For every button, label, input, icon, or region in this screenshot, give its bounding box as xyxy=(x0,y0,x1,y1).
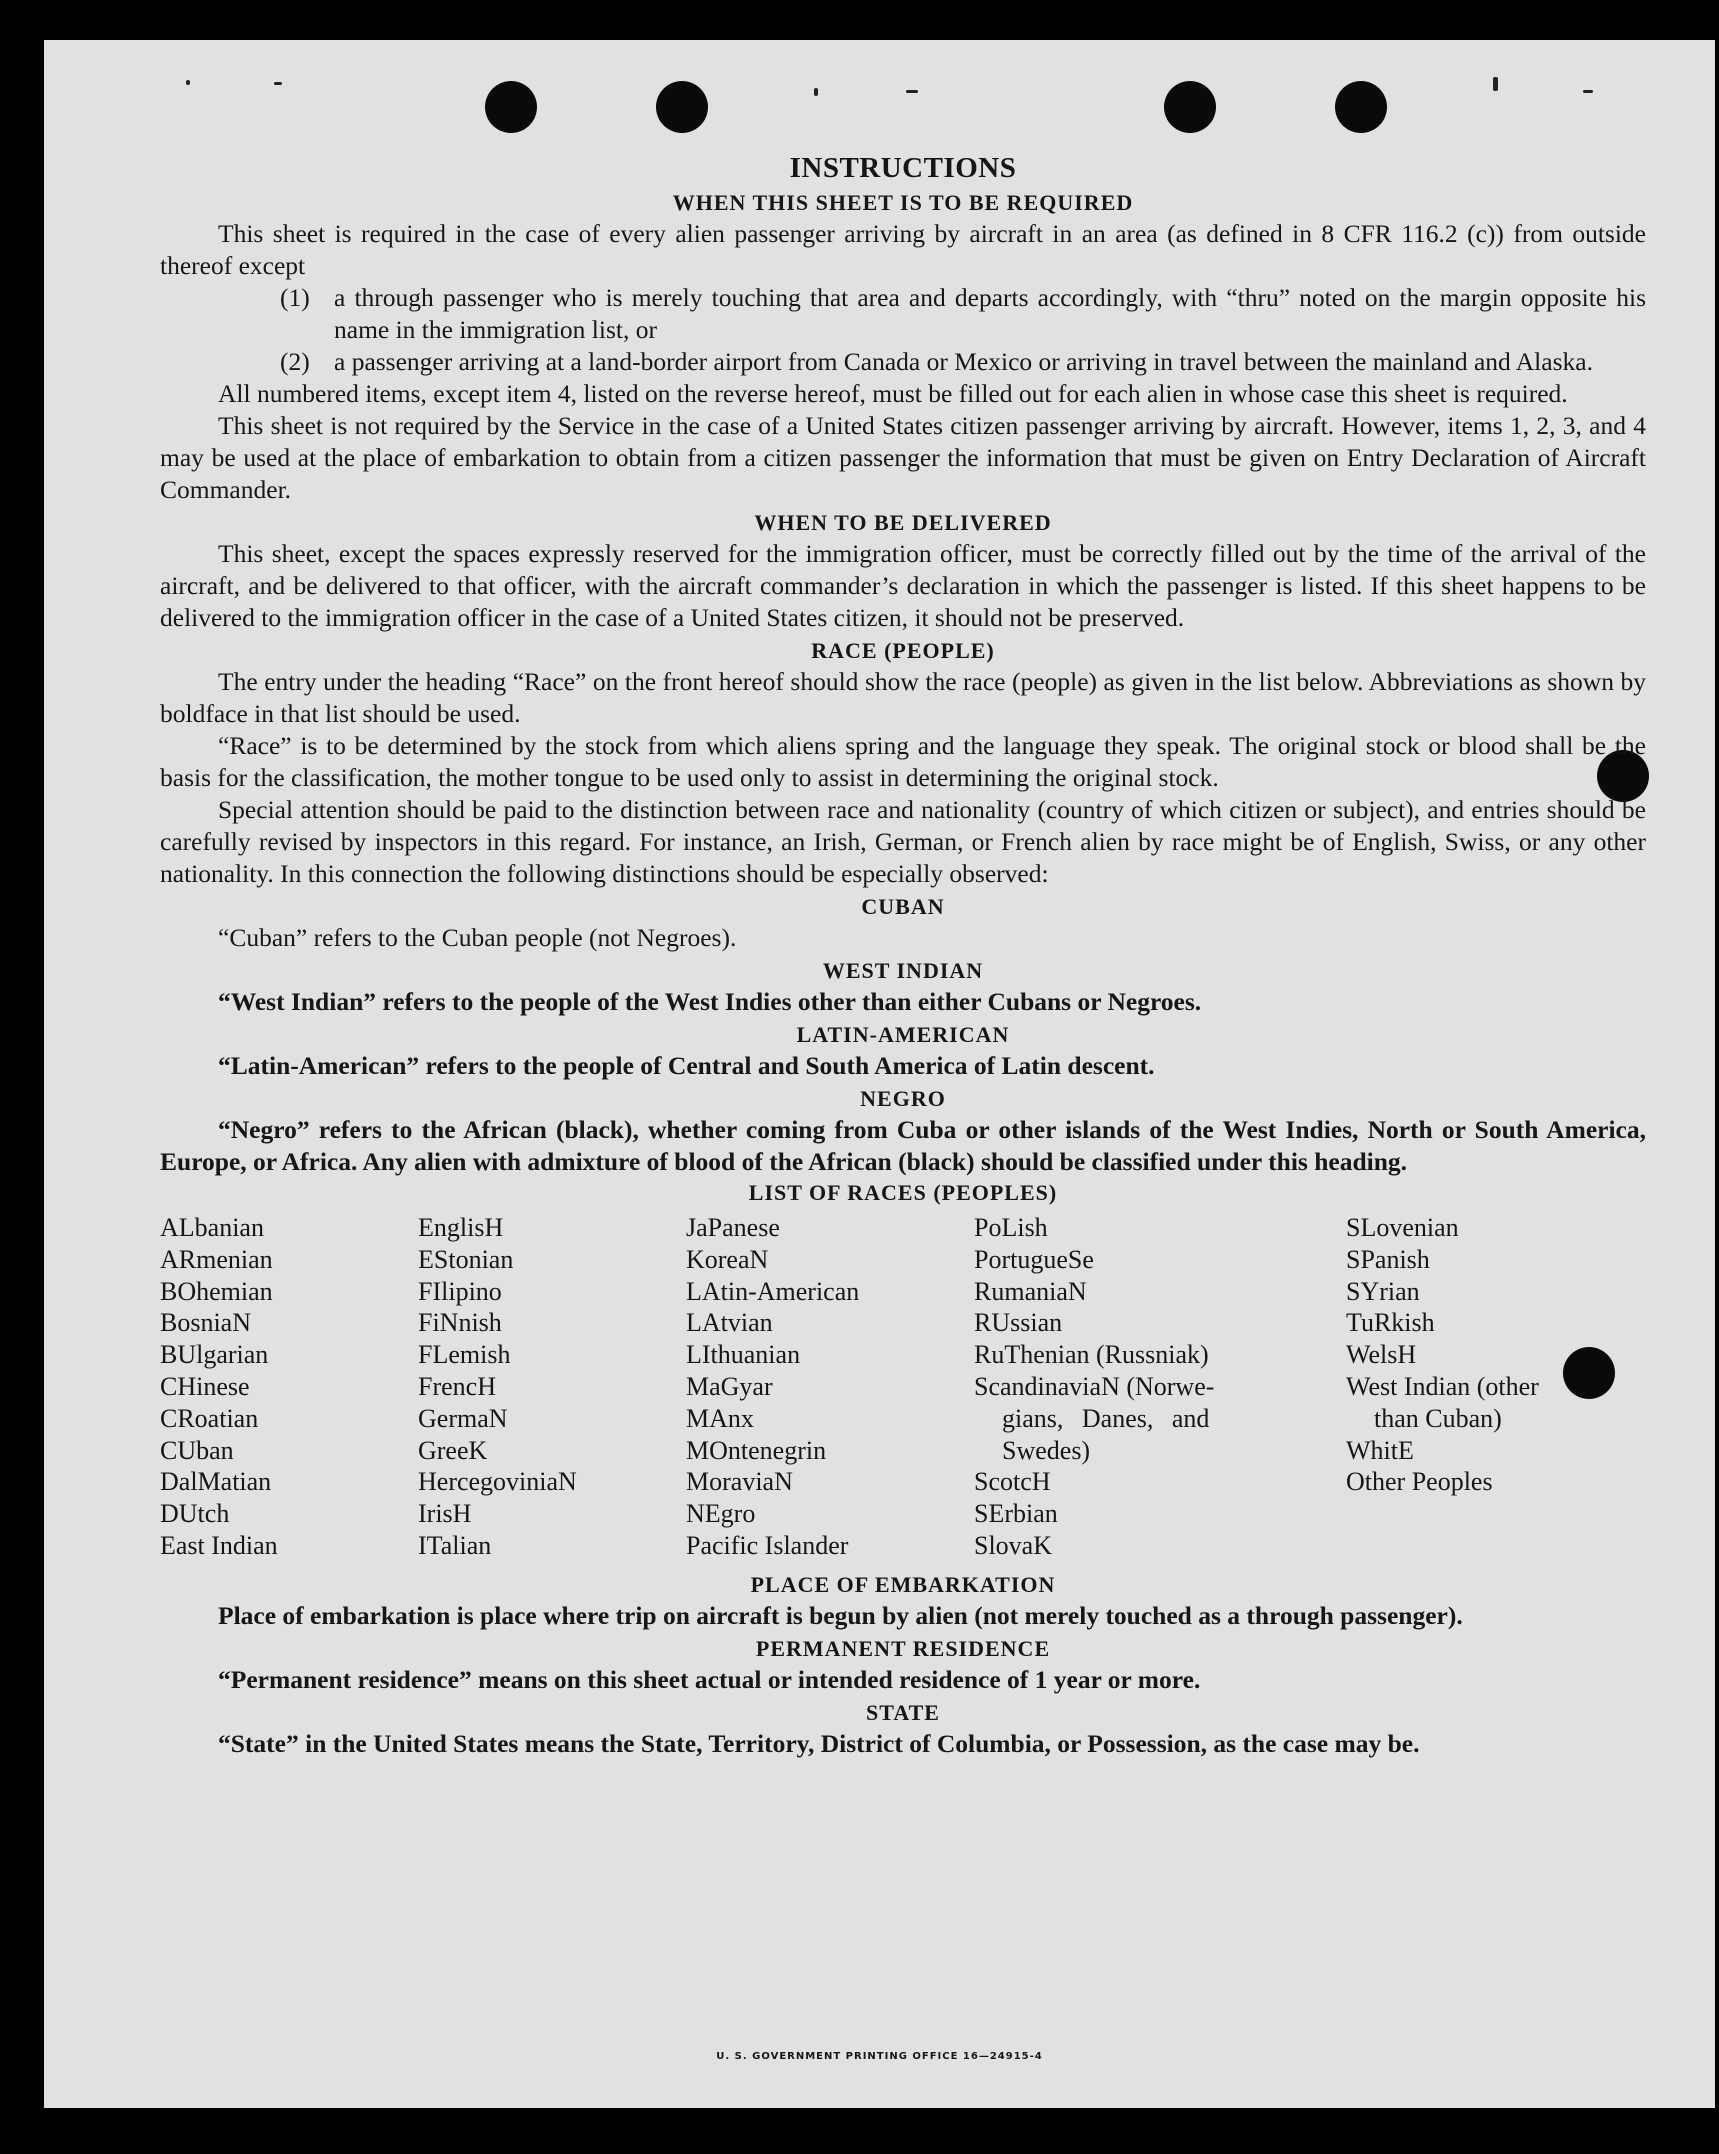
race-entry: FLemish xyxy=(418,1340,511,1370)
races-column xyxy=(1346,1212,1646,1562)
race-entry: RumaniaN xyxy=(974,1276,1087,1306)
punch-hole xyxy=(1164,81,1216,133)
heading-list-of-races: LIST OF RACES (PEOPLES) xyxy=(748,1180,1058,1205)
race-entry: CHinese xyxy=(160,1371,250,1401)
races-list xyxy=(160,1212,1646,1562)
heading-residence: PERMANENT RESIDENCE xyxy=(755,1635,1051,1661)
punch-hole xyxy=(485,81,537,133)
paragraph: “Cuban” refers to the Cuban people (not Negroes). xyxy=(218,923,737,952)
race-entry: BUlgarian xyxy=(160,1340,269,1370)
race-entry: MoraviaN xyxy=(686,1467,793,1497)
paragraph: “State” in the United States means the State, Territory, District of Columbia, or Possession, as the case may be. xyxy=(218,1728,1420,1758)
race-entry: Swedes) xyxy=(1002,1435,1091,1465)
race-entry: GreeK xyxy=(418,1435,488,1465)
race-entry: CRoatian xyxy=(160,1403,259,1433)
race-entry: ScandinaviaN (Norwe- xyxy=(974,1371,1215,1401)
heading-west-indian: WEST INDIAN xyxy=(822,958,984,983)
race-entry: JaPanese xyxy=(686,1213,780,1242)
paragraph: This sheet is not required by the Service in the case of a United States citizen passenger arriving by aircraft. However, items 1, 2, 3, and 4 may be used at the place of embarkation to obtain from a citizen passenger the information that must be given on Entry Declaration of Aircraft Commander. xyxy=(160,411,1646,504)
race-entry: ALbanian xyxy=(160,1213,264,1242)
races-column xyxy=(974,1212,1346,1562)
race-entry: MAnx xyxy=(686,1403,754,1433)
race-entry: IrisH xyxy=(418,1499,472,1529)
race-entry: PoLish xyxy=(974,1213,1048,1242)
race-entry: East Indian xyxy=(160,1530,278,1560)
races-column xyxy=(160,1212,418,1562)
punch-hole xyxy=(656,81,708,133)
paragraph: Special attention should be paid to the distinction between race and nationality (country of which citizen or subject), and entries should be carefully revised by inspectors in this regard. For instance, an Irish, German, or French alien by race might be of English, Swiss, or any other nationality. In this connection the following distinctions should be especially observed: xyxy=(160,795,1646,888)
race-entry: DalMatian xyxy=(160,1467,272,1497)
race-entry: BosniaN xyxy=(160,1308,251,1338)
races-column xyxy=(686,1212,974,1562)
race-entry: Pacific Islander xyxy=(686,1530,849,1560)
race-entry: gians, Danes, and xyxy=(1002,1403,1210,1433)
paragraph: This sheet is required in the case of every alien passenger arriving by aircraft in an area (as defined in 8 CFR 116.2 (c)) from outside thereof except xyxy=(160,219,1646,280)
race-entry: FIlipino xyxy=(418,1276,502,1306)
speck xyxy=(1493,77,1498,91)
race-entry: TuRkish xyxy=(1346,1308,1435,1338)
paragraph: “West Indian” refers to the people of the West Indies other than either Cubans or Negroes. xyxy=(218,987,1202,1016)
race-entry: MOntenegrin xyxy=(686,1435,827,1465)
document-sheet xyxy=(44,40,1715,2108)
speck xyxy=(186,80,190,85)
race-entry: SYrian xyxy=(1346,1276,1420,1306)
race-entry: RuThenian (Russniak) xyxy=(974,1340,1209,1370)
item-text: a passenger arriving at a land-border airport from Canada or Mexico or arriving in travel between the mainland and Alaska. xyxy=(334,347,1593,376)
heading-when-required: WHEN THIS SHEET IS TO BE REQUIRED xyxy=(672,190,1134,215)
race-entry: WhitE xyxy=(1346,1435,1414,1465)
race-entry: West Indian (other xyxy=(1346,1371,1539,1401)
race-entry: ARmenian xyxy=(160,1244,273,1274)
speck xyxy=(1583,90,1593,93)
race-entry: NEgro xyxy=(686,1499,756,1529)
race-entry: DUtch xyxy=(160,1499,230,1529)
race-entry: SPanish xyxy=(1346,1244,1430,1274)
paragraph: This sheet, except the spaces expressly reserved for the immigration officer, must be correctly filled out by the time of the arrival of the aircraft, and be delivered to that officer, with the aircraft commander’s declaration in which the passenger is listed. If this sheet happens to be delivered to the immigration officer in the case of a United States citizen, it should not be preserved. xyxy=(160,539,1646,632)
race-entry: SLovenian xyxy=(1346,1213,1459,1242)
race-entry: LIthuanian xyxy=(686,1340,801,1370)
punch-hole xyxy=(1335,81,1387,133)
item-number: (1) xyxy=(280,283,310,312)
race-entry: ScotcH xyxy=(974,1467,1051,1497)
paragraph: All numbered items, except item 4, listed on the reverse hereof, must be filled out for each alien in whose case this sheet is required. xyxy=(218,379,1568,408)
race-entry: KoreaN xyxy=(686,1244,769,1274)
race-entry: HercegoviniaN xyxy=(418,1467,577,1497)
paragraph: “Latin-American” refers to the people of Central and South America of Latin descent. xyxy=(218,1051,1155,1080)
list-item xyxy=(280,282,1646,346)
heading-negro: NEGRO xyxy=(860,1086,946,1111)
item-text: a through passenger who is merely touching that area and departs accordingly, with “thru” noted on the margin opposite his name in the immigration list, or xyxy=(334,283,1646,344)
race-entry: EStonian xyxy=(418,1244,514,1274)
race-entry: FiNnish xyxy=(418,1308,502,1338)
paragraph: The entry under the heading “Race” on the front hereof should show the race (people) as given in the list below. Abbreviations as shown by boldface in that list should be used. xyxy=(160,667,1646,728)
heading-race: RACE (PEOPLE) xyxy=(811,638,995,663)
printing-office-footer: U. S. GOVERNMENT PRINTING OFFICE 16—24915-4 xyxy=(716,2051,1043,2062)
paragraph: “Permanent residence” means on this sheet actual or intended residence of 1 year or more. xyxy=(218,1664,1201,1694)
speck xyxy=(274,82,282,85)
heading-embarkation: PLACE OF EMBARKATION xyxy=(750,1571,1056,1597)
page-title: INSTRUCTIONS xyxy=(789,152,1017,184)
race-entry: RUssian xyxy=(974,1308,1063,1338)
race-entry: EnglisH xyxy=(418,1213,504,1242)
heading-cuban: CUBAN xyxy=(861,894,945,919)
speck xyxy=(906,90,918,93)
race-entry: SErbian xyxy=(974,1499,1058,1529)
paragraph: “Race” is to be determined by the stock from which aliens spring and the language they speak. The original stock or blood shall be the basis for the classification, the mother tongue to be used only to assist in determining the original stock. xyxy=(160,731,1646,792)
instructions-content xyxy=(160,148,1646,1760)
race-entry: WelsH xyxy=(1346,1340,1417,1370)
race-entry: BOhemian xyxy=(160,1276,273,1306)
race-entry: GermaN xyxy=(418,1403,508,1433)
race-entry: FrencH xyxy=(418,1371,496,1401)
race-entry: MaGyar xyxy=(686,1371,773,1401)
race-entry: SlovaK xyxy=(974,1530,1052,1560)
race-entry: PortugueSe xyxy=(974,1244,1094,1274)
races-column xyxy=(418,1212,686,1562)
race-entry: than Cuban) xyxy=(1374,1403,1502,1433)
race-entry: Other Peoples xyxy=(1346,1467,1493,1497)
race-entry: LAtvian xyxy=(686,1308,773,1338)
race-entry: CUban xyxy=(160,1435,234,1465)
paragraph: Place of embarkation is place where trip on aircraft is begun by alien (not merely touched as a through passenger). xyxy=(218,1600,1463,1630)
paragraph: “Negro” refers to the African (black), whether coming from Cuba or other islands of the West Indies, North or South America, Europe, or Africa. Any alien with admixture of blood of the African (black) should be classified under this heading. xyxy=(160,1115,1646,1176)
race-entry: LAtin-American xyxy=(686,1276,860,1306)
list-item xyxy=(280,346,1646,378)
item-number: (2) xyxy=(280,347,310,376)
heading-when-delivered: WHEN TO BE DELIVERED xyxy=(754,510,1052,535)
speck xyxy=(814,88,818,96)
heading-state: STATE xyxy=(866,1699,940,1725)
heading-latin-american: LATIN-AMERICAN xyxy=(796,1022,1010,1047)
race-entry: ITalian xyxy=(418,1530,492,1560)
